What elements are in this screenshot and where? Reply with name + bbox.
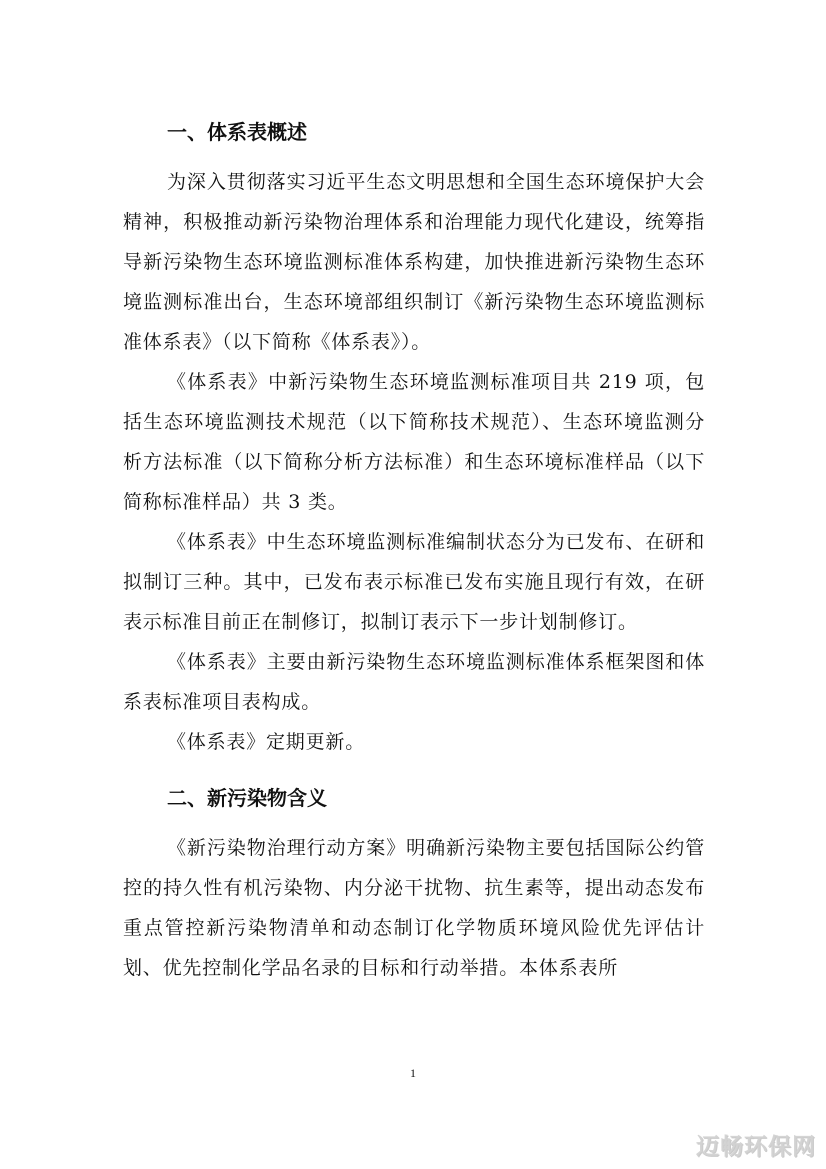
watermark-logo: 迈畅环保网 [696, 1134, 816, 1160]
section-heading-definition: 二、新污染物含义 [167, 786, 327, 810]
paragraph: 《体系表》中新污染物生态环境监测标准项目共 219 项，包括生态环境监测技术规范（以下简称技术规范）、生态环境监测分析方法标准（以下简称分析方法标准）和生态环境标准样品（以下简称标准样品）共 3 类。 [123, 371, 705, 513]
document-body [123, 112, 705, 988]
paragraph: 为深入贯彻落实习近平生态文明思想和全国生态环境保护大会精神，积极推动新污染物治理体系和治理能力现代化建设，统筹指导新污染物生态环境监测标准体系构建，加快推进新污染物生态环境监测标准出台，生态环境部组织制订《新污染物生态环境监测标准体系表》（以下简称《体系表》）。 [123, 171, 705, 353]
paragraph: 《体系表》定期更新。 [167, 731, 366, 753]
paragraph: 《体系表》主要由新污染物生态环境监测标准体系框架图和体系表标准项目表构成。 [123, 651, 705, 713]
paragraph: 《体系表》中生态环境监测标准编制状态分为已发布、在研和拟制订三种。其中，已发布表示标准已发布实施且现行有效，在研表示标准目前正在制修订，拟制订表示下一步计划制修订。 [123, 531, 705, 633]
paragraph: 《新污染物治理行动方案》明确新污染物主要包括国际公约管控的持久性有机污染物、内分泌干扰物、抗生素等，提出动态发布重点管控新污染物清单和动态制订化学物质环境风险优先评估计划、优先控制化学品名录的目标和行动举措。本体系表所 [123, 837, 705, 979]
section-heading-overview: 一、体系表概述 [167, 120, 307, 144]
page-number: 1 [410, 1066, 416, 1080]
